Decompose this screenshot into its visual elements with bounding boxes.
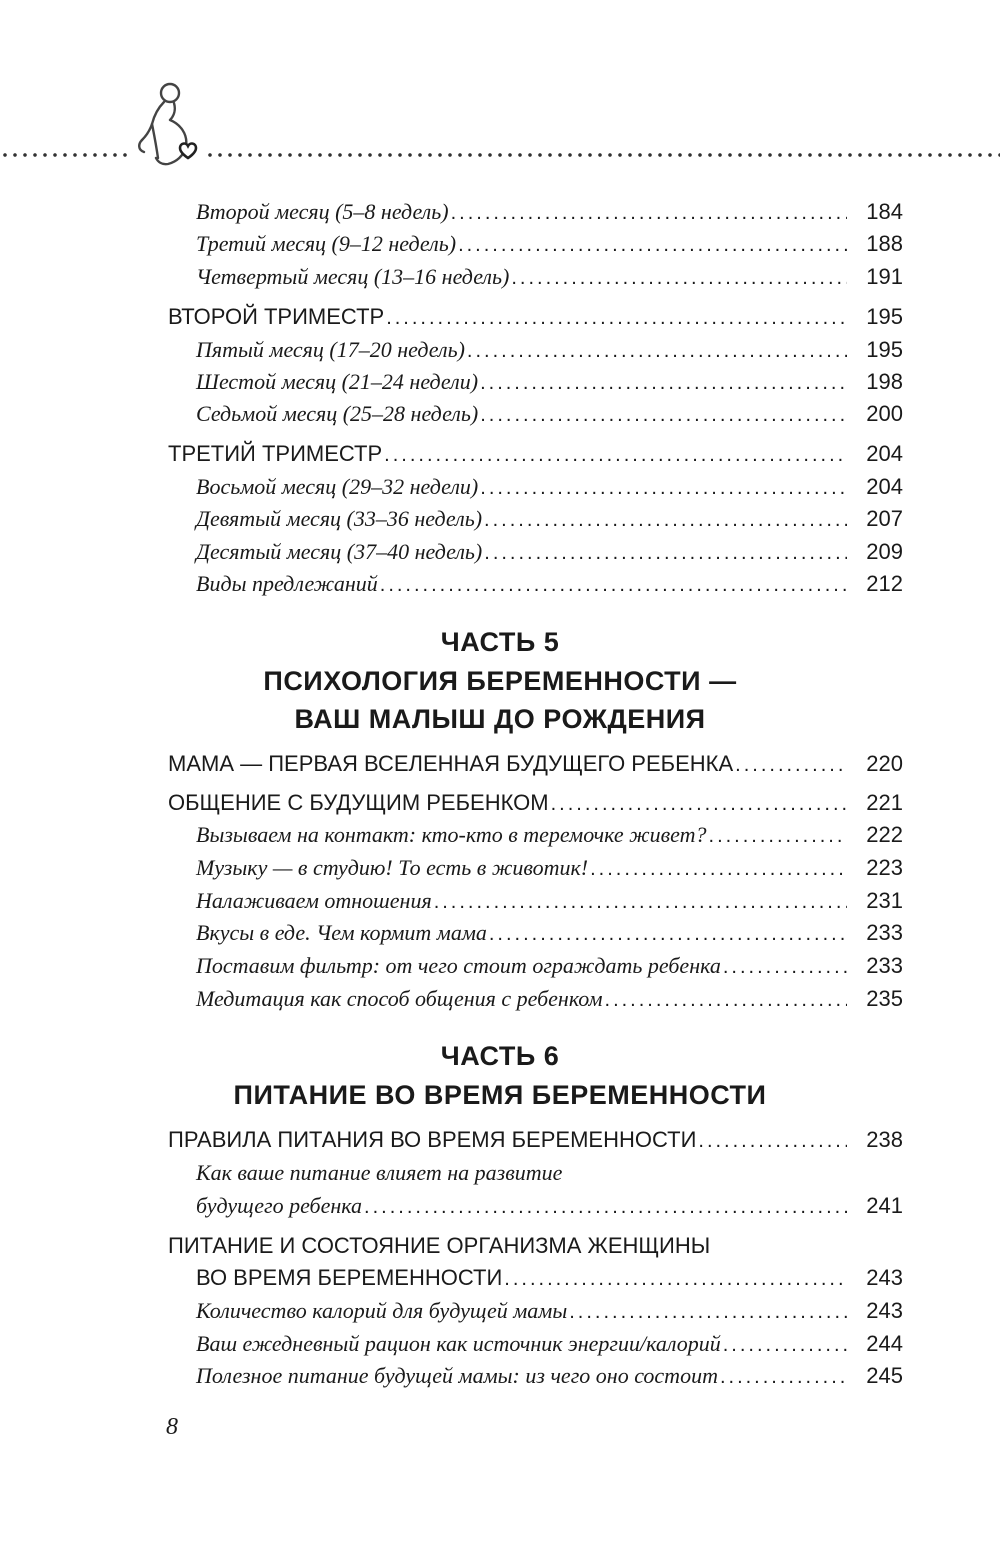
toc-leader-dots [723, 951, 847, 983]
toc-entry [196, 334, 903, 366]
toc-entry [196, 503, 903, 535]
part5-title-line2: ВАШ МАЛЫШ ДО РОЖДЕНИЯ [294, 704, 706, 734]
toc-entry-page: 235 [866, 986, 903, 1011]
toc-entry-title: Полезное питание будущей мамы: из чего оно состоит [196, 1363, 718, 1388]
toc-entry-title: Вызываем на контакт: кто-кто в теремочке живет? [196, 822, 707, 847]
part6-label: ЧАСТЬ 6 [440, 1041, 560, 1071]
toc-entry-title: Пятый месяц (17–20 недель) [196, 337, 465, 362]
toc-leader-dots [434, 886, 847, 918]
toc-entry [196, 1328, 903, 1360]
part5-title-line1: ПСИХОЛОГИЯ БЕРЕМЕННОСТИ — [263, 666, 737, 696]
toc-entry [168, 748, 903, 780]
toc-entry [196, 950, 903, 982]
toc-entry-title: Музыку — в студию! То есть в животик! [196, 855, 589, 880]
toc-entry [196, 1262, 903, 1294]
toc-entry-title: ВО ВРЕМЯ БЕРЕМЕННОСТИ [196, 1265, 503, 1290]
toc-entry-page: 223 [866, 855, 903, 880]
toc-entry [168, 438, 903, 470]
toc-leader-dots [723, 1329, 847, 1361]
toc-leader-dots [720, 1361, 847, 1393]
toc-leader-dots [451, 197, 847, 229]
toc-entry-page: 244 [866, 1331, 903, 1356]
toc-entry [196, 819, 903, 851]
toc-entry [196, 917, 903, 949]
toc-leader-dots [605, 984, 847, 1016]
part6-title: ПИТАНИЕ ВО ВРЕМЯ БЕРЕМЕННОСТИ [233, 1080, 767, 1110]
toc-entry-page: 188 [866, 231, 903, 256]
toc-entry-page: 231 [866, 888, 903, 913]
toc-leader-dots [735, 749, 847, 781]
toc-leader-dots [511, 262, 847, 294]
toc-leader-dots [480, 472, 847, 504]
toc-entry-page: 222 [866, 822, 903, 847]
toc-leader-dots [709, 820, 847, 852]
toc-entry-page: 191 [866, 264, 903, 289]
toc-leader-dots [364, 1191, 847, 1223]
toc-leader-dots [590, 853, 847, 885]
toc-entry [196, 852, 903, 884]
toc-entry-page: 195 [866, 337, 903, 362]
toc-entry-title: МАМА — ПЕРВАЯ ВСЕЛЕННАЯ БУДУЩЕГО РЕБЕНКА [168, 751, 734, 776]
toc-entry [196, 568, 903, 600]
toc-entry-title: Второй месяц (5–8 недель) [196, 199, 449, 224]
toc-entry-page: 238 [866, 1127, 903, 1152]
page-number: 8 [166, 1414, 178, 1440]
toc-entry [196, 1360, 903, 1392]
toc-entry-title: Как ваше питание влияет на развитие [196, 1160, 563, 1185]
toc-leader-dots [384, 439, 847, 471]
toc-leader-dots [698, 1125, 847, 1157]
toc-leader-dots [484, 504, 847, 536]
toc-entry [168, 787, 903, 819]
toc-entry-title: будущего ребенка [196, 1193, 363, 1218]
toc-entry-title: Виды предлежаний [196, 571, 378, 596]
toc-entry-title: Восьмой месяц (29–32 недели) [196, 474, 479, 499]
toc-entry-page: 209 [866, 539, 903, 564]
toc-entry [196, 366, 903, 398]
toc-leader-dots [467, 335, 847, 367]
toc-entry [196, 536, 903, 568]
toc-entry-title: ТРЕТИЙ ТРИМЕСТР [168, 441, 383, 466]
toc-entry-title: Поставим фильтр: от чего стоит ограждать ребенка [196, 953, 721, 978]
toc-entry-title: Третий месяц (9–12 недель) [196, 231, 457, 256]
toc-entry-page: 195 [866, 304, 903, 329]
toc-entry-title: ПИТАНИЕ И СОСТОЯНИЕ ОРГАНИЗМА ЖЕНЩИНЫ [168, 1233, 711, 1258]
toc-entry-page: 243 [866, 1265, 903, 1290]
dotted-rule-right [205, 152, 1000, 158]
toc-entry-title: ПРАВИЛА ПИТАНИЯ ВО ВРЕМЯ БЕРЕМЕННОСТИ [168, 1127, 697, 1152]
toc-entry-page: 204 [866, 474, 903, 499]
toc-entry-title: ВТОРОЙ ТРИМЕСТР [168, 304, 385, 329]
toc-leader-dots [480, 367, 847, 399]
toc-leader-dots [480, 399, 847, 431]
toc-entry [196, 398, 903, 430]
toc-entry [168, 1230, 903, 1262]
toc-entry-page: 243 [866, 1298, 903, 1323]
toc-leader-dots [458, 229, 847, 261]
toc-entry-page: 245 [866, 1363, 903, 1388]
toc-leader-dots [386, 302, 847, 334]
toc-entry-page: 207 [866, 506, 903, 531]
toc-entry-page: 233 [866, 920, 903, 945]
toc-entry-title: Девятый месяц (33–36 недель) [196, 506, 483, 531]
toc-entry [168, 1124, 903, 1156]
toc-entry-page: 200 [866, 401, 903, 426]
toc-entry-title: Ваш ежедневный рацион как источник энергии/калорий [196, 1331, 721, 1356]
toc-entry [196, 885, 903, 917]
toc-entry [196, 471, 903, 503]
toc-leader-dots [489, 918, 847, 950]
toc-leader-dots [569, 1296, 847, 1328]
toc-entry-title: Четвертый месяц (13–16 недель) [196, 264, 510, 289]
toc-entry [196, 228, 903, 260]
toc-entry-title: Количество калорий для будущей мамы [196, 1298, 568, 1323]
toc-leader-dots [504, 1263, 847, 1295]
part5-label: ЧАСТЬ 5 [440, 627, 560, 657]
toc-entry-title: Десятый месяц (37–40 недель) [196, 539, 483, 564]
toc-leader-dots [551, 788, 847, 820]
pregnant-woman-heart-icon [128, 78, 208, 173]
toc-entry-title: Вкусы в еде. Чем кормит мама [196, 920, 487, 945]
toc-entry [196, 196, 903, 228]
toc-entry-title: ОБЩЕНИЕ С БУДУЩИМ РЕБЕНКОМ [168, 790, 549, 815]
toc-entry-page: 233 [866, 953, 903, 978]
toc-entry-page: 220 [866, 751, 903, 776]
dotted-rule-left [0, 152, 132, 158]
toc-entry [196, 1295, 903, 1327]
toc-entry [168, 301, 903, 333]
toc-entry [196, 1190, 903, 1222]
toc-entry-page: 184 [866, 199, 903, 224]
toc-entry-page: 241 [866, 1193, 903, 1218]
toc-entry-title: Медитация как способ общения с ребенком [196, 986, 603, 1011]
toc-entry-title: Седьмой месяц (25–28 недель) [196, 401, 479, 426]
toc-entry-page: 221 [866, 790, 903, 815]
toc-leader-dots [484, 537, 847, 569]
toc-entry-page: 212 [866, 571, 903, 596]
toc-entry-page: 204 [866, 441, 903, 466]
toc-entry [196, 261, 903, 293]
toc-leader-dots [380, 569, 847, 601]
toc-entry-page: 198 [866, 369, 903, 394]
toc-entry [196, 1157, 903, 1189]
toc-entry [196, 983, 903, 1015]
toc-entry-title: Шестой месяц (21–24 недели) [196, 369, 479, 394]
toc-entry-title: Налаживаем отношения [196, 888, 432, 913]
